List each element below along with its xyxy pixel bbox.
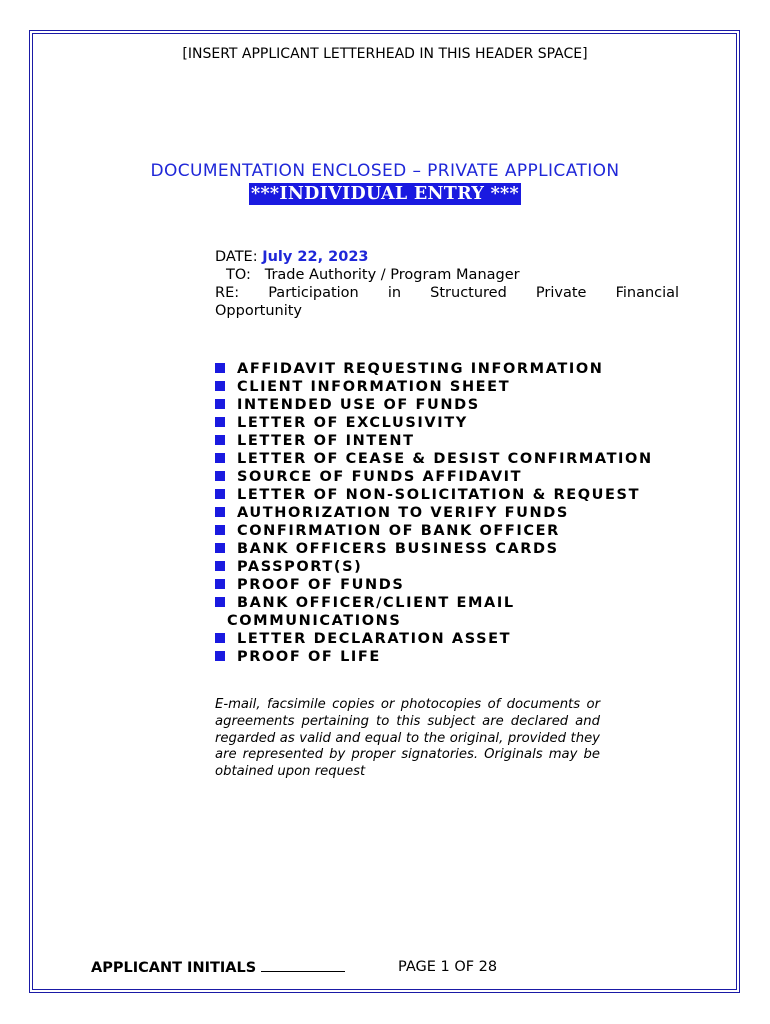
list-item: BANK OFFICER/CLIENT EMAIL [215, 594, 653, 612]
letterhead-placeholder: [INSERT APPLICANT LETTERHEAD IN THIS HEADER SPACE] [182, 46, 588, 62]
square-bullet-icon [215, 417, 225, 427]
document-title: DOCUMENTATION ENCLOSED – PRIVATE APPLICATION [150, 161, 620, 181]
page-number: PAGE 1 OF 28 [398, 959, 498, 975]
re-continuation: Opportunity [215, 303, 303, 319]
entry-banner [0, 183, 770, 205]
square-bullet-icon [215, 525, 225, 535]
square-bullet-icon [215, 453, 225, 463]
re-word: in [387, 285, 402, 301]
square-bullet-icon [215, 561, 225, 571]
list-item: PASSPORT(S) [215, 558, 653, 576]
initials-label: APPLICANT INITIALS [91, 960, 257, 976]
list-item: LETTER OF CEASE & DESIST CONFIRMATION [215, 450, 653, 468]
applicant-initials [91, 959, 345, 976]
enclosed-documents-list [215, 360, 653, 666]
list-item: PROOF OF FUNDS [215, 576, 653, 594]
list-item: LETTER DECLARATION ASSET [215, 630, 653, 648]
square-bullet-icon [215, 435, 225, 445]
list-item: CLIENT INFORMATION SHEET [215, 378, 653, 396]
square-bullet-icon [215, 471, 225, 481]
square-bullet-icon [215, 381, 225, 391]
square-bullet-icon [215, 579, 225, 589]
re-word: Private [535, 285, 587, 301]
to-value: Trade Authority / Program Manager [264, 267, 520, 283]
list-item: BANK OFFICERS BUSINESS CARDS [215, 540, 653, 558]
square-bullet-icon [215, 363, 225, 373]
list-item: PROOF OF LIFE [215, 648, 653, 666]
to-label: TO: [226, 267, 251, 283]
list-item: SOURCE OF FUNDS AFFIDAVIT [215, 468, 653, 486]
square-bullet-icon [215, 651, 225, 661]
re-word: Financial [615, 285, 680, 301]
list-item: LETTER OF NON-SOLICITATION & REQUEST [215, 486, 653, 504]
list-item: CONFIRMATION OF BANK OFFICER [215, 522, 653, 540]
square-bullet-icon [215, 597, 225, 607]
date-label: DATE: [215, 249, 258, 265]
initials-blank-line [261, 959, 345, 972]
list-item: LETTER OF INTENT [215, 432, 653, 450]
re-word: Structured [430, 285, 507, 301]
entry-type-label: ***INDIVIDUAL ENTRY *** [251, 184, 519, 204]
list-item: LETTER OF EXCLUSIVITY [215, 414, 653, 432]
re-word: Participation [268, 285, 359, 301]
re-label: RE: [215, 285, 240, 301]
square-bullet-icon [215, 399, 225, 409]
to-row [226, 267, 520, 283]
disclaimer-text: E-mail, facsimile copies or photocopies of documents or agreements pertaining to this subject are declared and regarded as valid and equal to the original, provided they are represented by proper signatories. Originals may be obtained upon request [215, 697, 600, 780]
re-row [215, 285, 679, 301]
square-bullet-icon [215, 489, 225, 499]
list-item: AUTHORIZATION TO VERIFY FUNDS [215, 504, 653, 522]
date-row [215, 249, 369, 265]
square-bullet-icon [215, 507, 225, 517]
date-value: July 22, 2023 [262, 249, 369, 265]
square-bullet-icon [215, 633, 225, 643]
list-item-continuation: COMMUNICATIONS [227, 613, 402, 629]
list-item: INTENDED USE OF FUNDS [215, 396, 653, 414]
list-item: AFFIDAVIT REQUESTING INFORMATION [215, 360, 653, 378]
square-bullet-icon [215, 543, 225, 553]
